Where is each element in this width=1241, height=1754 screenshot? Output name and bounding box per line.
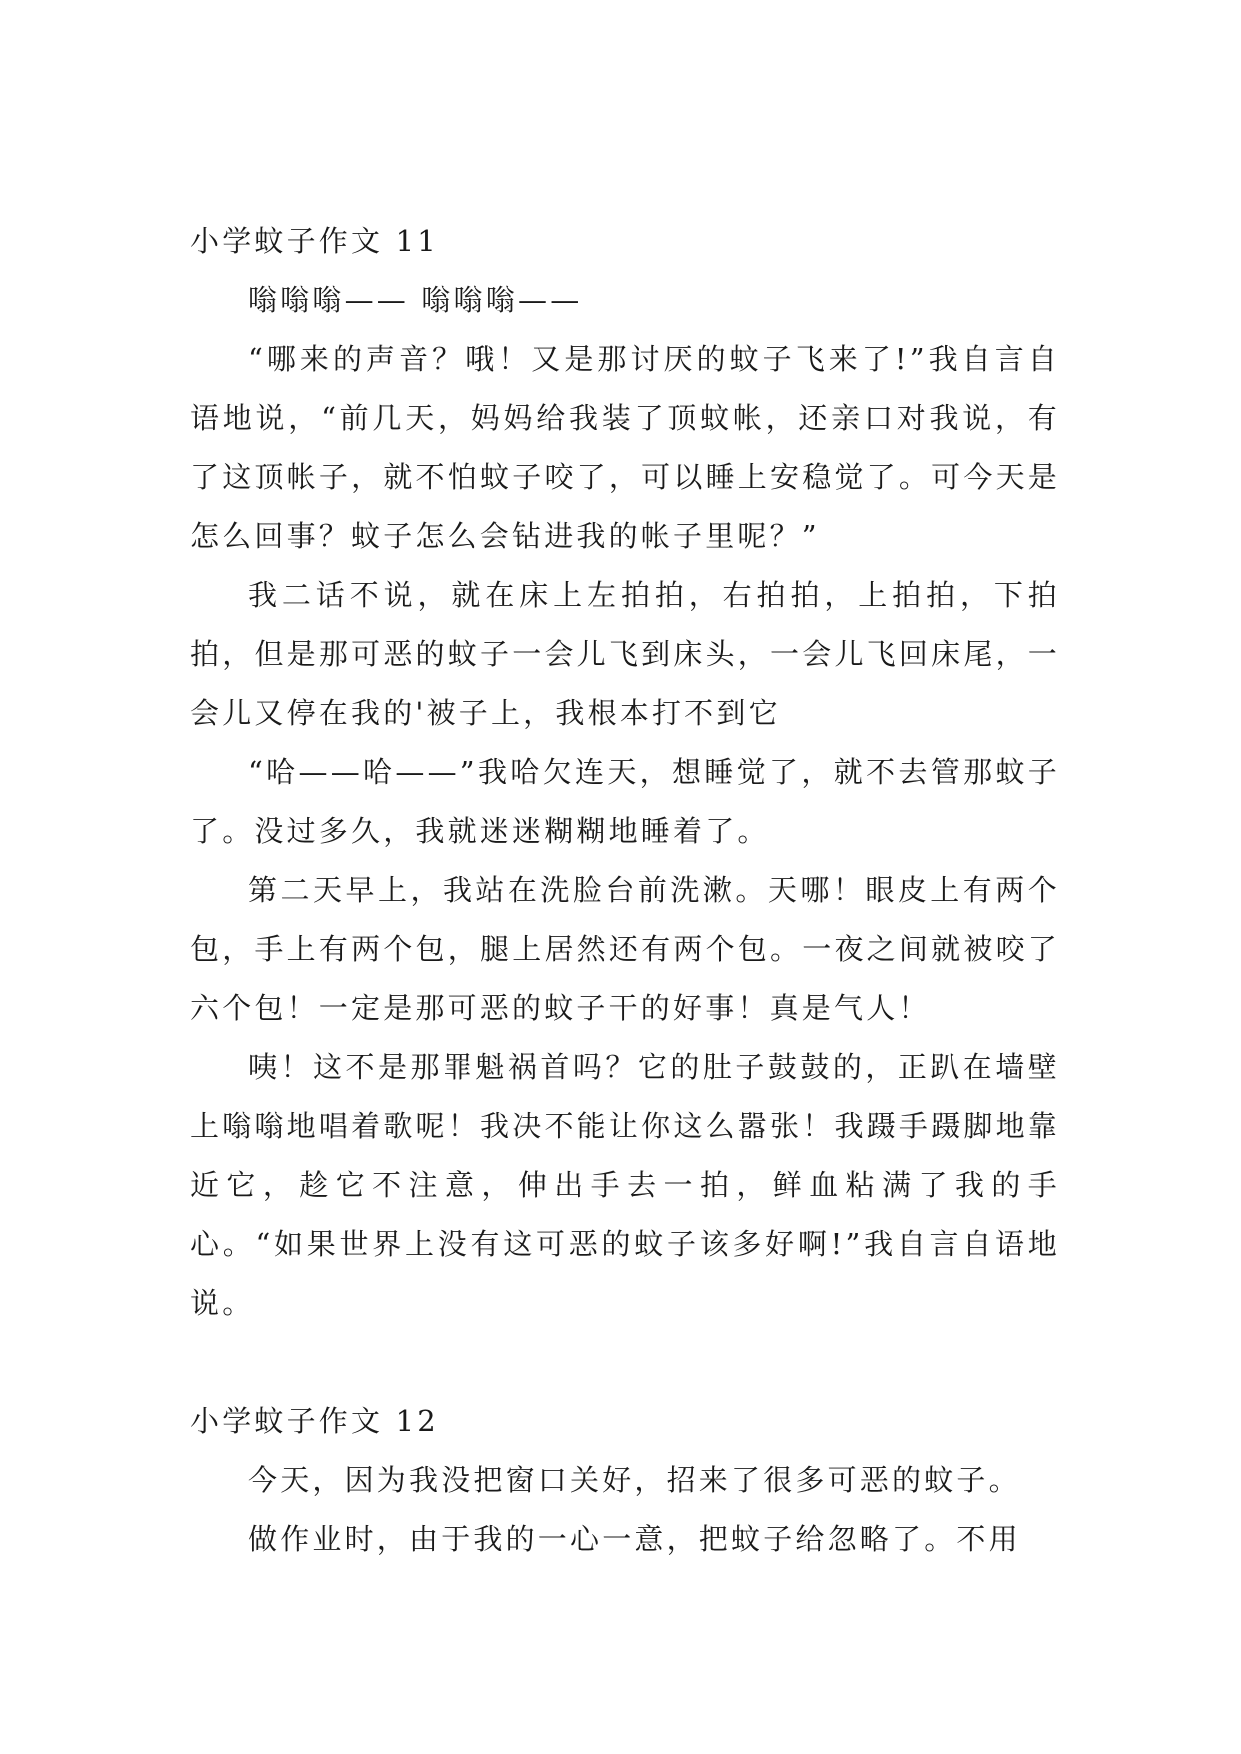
paragraph: 我二话不说，就在床上左拍拍，右拍拍，上拍拍，下拍拍，但是那可恶的蚊子一会儿飞到床头，一会儿飞回床尾，一会儿又停在我的'被子上，我根本打不到它	[190, 578, 1060, 730]
paragraph: “哪来的声音？哦！又是那讨厌的蚊子飞来了!”我自言自语地说，“前几天，妈妈给我装了顶蚊帐，还亲口对我说，有了这顶帐子，就不怕蚊子咬了，可以睡上安稳觉了。可今天是怎么回事？蚊子怎么会钻进我的帐子里呢？”	[190, 342, 1060, 553]
paragraph: 嗡嗡嗡—— 嗡嗡嗡——	[248, 283, 583, 317]
essay-11	[190, 212, 1060, 1333]
section-spacer	[190, 1333, 1060, 1392]
paragraph: 咦！这不是那罪魁祸首吗？它的肚子鼓鼓的，正趴在墙壁上嗡嗡地唱着歌呢！我决不能让你这么嚣张！我蹑手蹑脚地靠近它，趁它不注意，伸出手去一拍，鲜血粘满了我的手心。“如果世界上没有这可恶的蚊子该多好啊!”我自言自语地说。	[190, 1050, 1060, 1320]
essay-12	[190, 1392, 1060, 1569]
paragraph: 今天，因为我没把窗口关好，招来了很多可恶的蚊子。	[248, 1463, 1021, 1497]
document-page	[190, 212, 1060, 1569]
paragraph: 做作业时，由于我的一心一意，把蚊子给忽略了。不用	[248, 1522, 1021, 1556]
paragraph: “哈——哈——”我哈欠连天，想睡觉了，就不去管那蚊子了。没过多久，我就迷迷糊糊地睡着了。	[190, 755, 1060, 848]
paragraph: 第二天早上，我站在洗脸台前洗漱。天哪！眼皮上有两个包，手上有两个包，腿上居然还有两个包。一夜之间就被咬了六个包！一定是那可恶的蚊子干的好事！真是气人！	[190, 873, 1060, 1025]
essay-title: 小学蚊子作文 11	[190, 224, 439, 258]
essay-title: 小学蚊子作文 12	[190, 1404, 439, 1438]
